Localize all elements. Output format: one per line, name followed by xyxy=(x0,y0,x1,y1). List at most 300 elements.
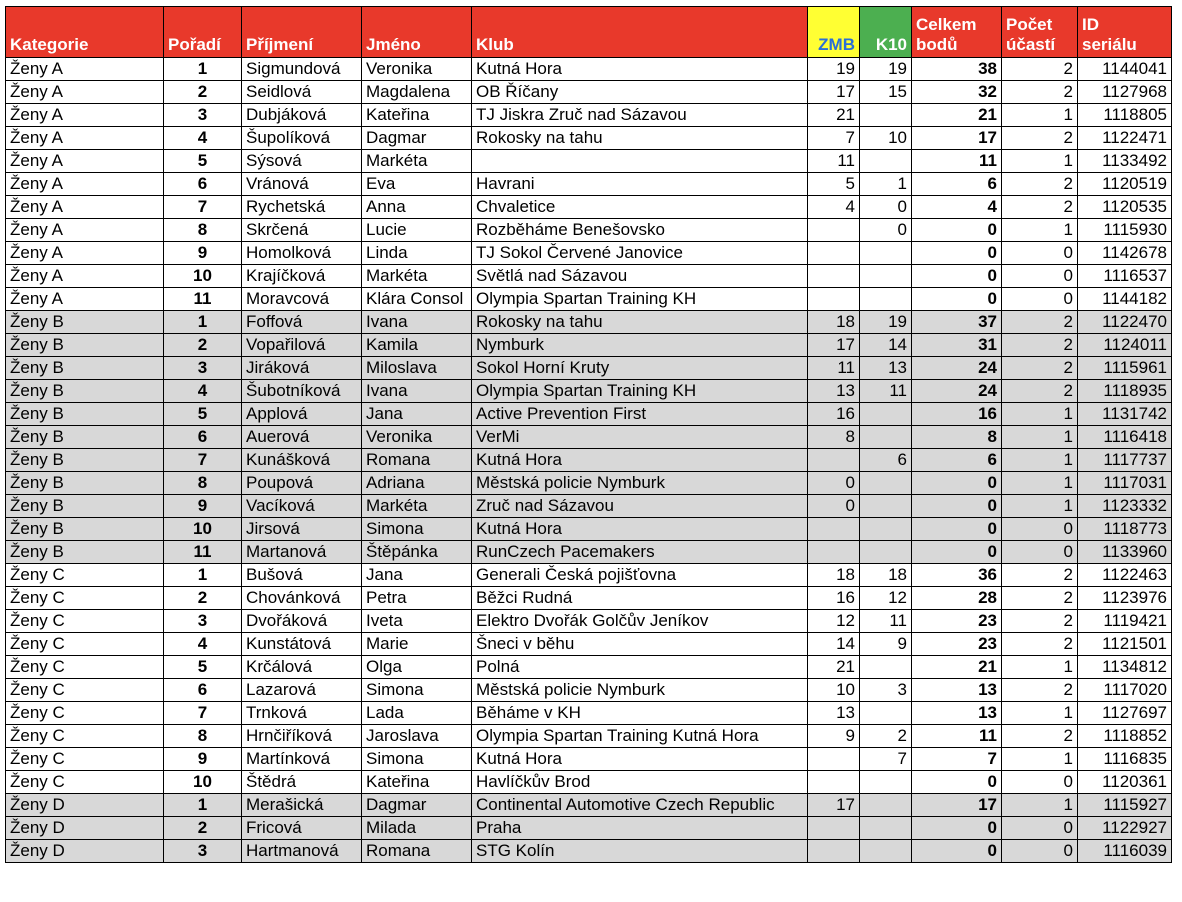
cell-poradi[interactable]: 6 xyxy=(164,679,242,702)
cell-poradi[interactable]: 7 xyxy=(164,196,242,219)
cell-jmeno[interactable]: Simona xyxy=(362,679,472,702)
cell-kategorie[interactable]: Ženy C xyxy=(6,633,164,656)
cell-poradi[interactable]: 2 xyxy=(164,817,242,840)
cell-zmb[interactable] xyxy=(808,748,860,771)
cell-id-serialu[interactable]: 1116537 xyxy=(1078,265,1172,288)
cell-zmb[interactable] xyxy=(808,817,860,840)
cell-k10[interactable]: 13 xyxy=(860,357,912,380)
cell-poradi[interactable]: 9 xyxy=(164,242,242,265)
cell-kategorie[interactable]: Ženy C xyxy=(6,702,164,725)
cell-poradi[interactable]: 10 xyxy=(164,265,242,288)
header-prijmeni[interactable]: Příjmení xyxy=(242,7,362,58)
cell-kategorie[interactable]: Ženy A xyxy=(6,196,164,219)
cell-pocet-ucasti[interactable]: 0 xyxy=(1002,771,1078,794)
cell-id-serialu[interactable]: 1116418 xyxy=(1078,426,1172,449)
cell-id-serialu[interactable]: 1118773 xyxy=(1078,518,1172,541)
cell-k10[interactable]: 6 xyxy=(860,449,912,472)
cell-klub[interactable] xyxy=(472,150,808,173)
cell-pocet-ucasti[interactable]: 2 xyxy=(1002,173,1078,196)
cell-celkem-bodu[interactable]: 0 xyxy=(912,840,1002,863)
cell-pocet-ucasti[interactable]: 0 xyxy=(1002,265,1078,288)
cell-pocet-ucasti[interactable]: 2 xyxy=(1002,81,1078,104)
cell-klub[interactable]: Olympia Spartan Training Kutná Hora xyxy=(472,725,808,748)
cell-celkem-bodu[interactable]: 0 xyxy=(912,219,1002,242)
cell-poradi[interactable]: 1 xyxy=(164,311,242,334)
cell-jmeno[interactable]: Magdalena xyxy=(362,81,472,104)
cell-kategorie[interactable]: Ženy B xyxy=(6,541,164,564)
cell-pocet-ucasti[interactable]: 1 xyxy=(1002,403,1078,426)
cell-pocet-ucasti[interactable]: 1 xyxy=(1002,449,1078,472)
cell-jmeno[interactable]: Dagmar xyxy=(362,127,472,150)
cell-celkem-bodu[interactable]: 0 xyxy=(912,288,1002,311)
cell-zmb[interactable]: 16 xyxy=(808,403,860,426)
cell-prijmeni[interactable]: Trnková xyxy=(242,702,362,725)
cell-kategorie[interactable]: Ženy B xyxy=(6,311,164,334)
cell-k10[interactable]: 11 xyxy=(860,610,912,633)
cell-jmeno[interactable]: Petra xyxy=(362,587,472,610)
cell-id-serialu[interactable]: 1127968 xyxy=(1078,81,1172,104)
cell-prijmeni[interactable]: Seidlová xyxy=(242,81,362,104)
cell-zmb[interactable] xyxy=(808,242,860,265)
cell-jmeno[interactable]: Kamila xyxy=(362,334,472,357)
cell-klub[interactable]: Elektro Dvořák Golčův Jeníkov xyxy=(472,610,808,633)
cell-poradi[interactable]: 11 xyxy=(164,288,242,311)
cell-poradi[interactable]: 9 xyxy=(164,748,242,771)
cell-zmb[interactable]: 21 xyxy=(808,104,860,127)
cell-prijmeni[interactable]: Vopařilová xyxy=(242,334,362,357)
cell-k10[interactable] xyxy=(860,403,912,426)
cell-zmb[interactable]: 18 xyxy=(808,311,860,334)
cell-prijmeni[interactable]: Kunstátová xyxy=(242,633,362,656)
cell-celkem-bodu[interactable]: 23 xyxy=(912,610,1002,633)
cell-kategorie[interactable]: Ženy C xyxy=(6,564,164,587)
header-jmeno[interactable]: Jméno xyxy=(362,7,472,58)
cell-k10[interactable] xyxy=(860,104,912,127)
cell-prijmeni[interactable]: Skrčená xyxy=(242,219,362,242)
cell-k10[interactable]: 18 xyxy=(860,564,912,587)
cell-zmb[interactable]: 0 xyxy=(808,495,860,518)
cell-zmb[interactable]: 19 xyxy=(808,58,860,81)
cell-id-serialu[interactable]: 1133492 xyxy=(1078,150,1172,173)
cell-jmeno[interactable]: Jana xyxy=(362,403,472,426)
cell-k10[interactable] xyxy=(860,817,912,840)
cell-k10[interactable] xyxy=(860,518,912,541)
cell-klub[interactable]: Světlá nad Sázavou xyxy=(472,265,808,288)
cell-id-serialu[interactable]: 1122927 xyxy=(1078,817,1172,840)
cell-kategorie[interactable]: Ženy C xyxy=(6,587,164,610)
cell-k10[interactable]: 0 xyxy=(860,196,912,219)
cell-k10[interactable] xyxy=(860,265,912,288)
cell-prijmeni[interactable]: Krčálová xyxy=(242,656,362,679)
cell-zmb[interactable]: 5 xyxy=(808,173,860,196)
cell-celkem-bodu[interactable]: 24 xyxy=(912,357,1002,380)
cell-pocet-ucasti[interactable]: 2 xyxy=(1002,334,1078,357)
cell-pocet-ucasti[interactable]: 0 xyxy=(1002,518,1078,541)
cell-poradi[interactable]: 5 xyxy=(164,403,242,426)
cell-kategorie[interactable]: Ženy C xyxy=(6,679,164,702)
cell-kategorie[interactable]: Ženy A xyxy=(6,104,164,127)
cell-zmb[interactable]: 9 xyxy=(808,725,860,748)
cell-zmb[interactable] xyxy=(808,771,860,794)
cell-k10[interactable] xyxy=(860,541,912,564)
header-id-serialu[interactable] xyxy=(1078,7,1172,58)
cell-celkem-bodu[interactable]: 7 xyxy=(912,748,1002,771)
cell-zmb[interactable]: 17 xyxy=(808,81,860,104)
cell-prijmeni[interactable]: Poupová xyxy=(242,472,362,495)
cell-pocet-ucasti[interactable]: 2 xyxy=(1002,564,1078,587)
cell-id-serialu[interactable]: 1122471 xyxy=(1078,127,1172,150)
cell-prijmeni[interactable]: Chovánková xyxy=(242,587,362,610)
cell-jmeno[interactable]: Simona xyxy=(362,748,472,771)
header-kategorie[interactable]: Kategorie xyxy=(6,7,164,58)
cell-pocet-ucasti[interactable]: 2 xyxy=(1002,610,1078,633)
cell-jmeno[interactable]: Veronika xyxy=(362,58,472,81)
cell-prijmeni[interactable]: Martínková xyxy=(242,748,362,771)
cell-pocet-ucasti[interactable]: 1 xyxy=(1002,794,1078,817)
cell-kategorie[interactable]: Ženy B xyxy=(6,449,164,472)
cell-k10[interactable] xyxy=(860,702,912,725)
cell-prijmeni[interactable]: Fricová xyxy=(242,817,362,840)
cell-klub[interactable]: Rozběháme Benešovsko xyxy=(472,219,808,242)
header-zmb[interactable]: ZMB xyxy=(808,7,860,58)
cell-prijmeni[interactable]: Kunášková xyxy=(242,449,362,472)
header-k10[interactable]: K10 xyxy=(860,7,912,58)
cell-id-serialu[interactable]: 1120361 xyxy=(1078,771,1172,794)
cell-pocet-ucasti[interactable]: 1 xyxy=(1002,104,1078,127)
cell-poradi[interactable]: 1 xyxy=(164,58,242,81)
cell-prijmeni[interactable]: Lazarová xyxy=(242,679,362,702)
cell-zmb[interactable]: 8 xyxy=(808,426,860,449)
cell-zmb[interactable]: 11 xyxy=(808,150,860,173)
cell-poradi[interactable]: 6 xyxy=(164,173,242,196)
cell-k10[interactable]: 10 xyxy=(860,127,912,150)
cell-k10[interactable]: 14 xyxy=(860,334,912,357)
cell-jmeno[interactable]: Lucie xyxy=(362,219,472,242)
cell-id-serialu[interactable]: 1117737 xyxy=(1078,449,1172,472)
cell-poradi[interactable]: 4 xyxy=(164,380,242,403)
cell-celkem-bodu[interactable]: 17 xyxy=(912,127,1002,150)
cell-zmb[interactable]: 10 xyxy=(808,679,860,702)
cell-id-serialu[interactable]: 1116835 xyxy=(1078,748,1172,771)
cell-pocet-ucasti[interactable]: 0 xyxy=(1002,840,1078,863)
cell-klub[interactable]: Continental Automotive Czech Republic xyxy=(472,794,808,817)
cell-k10[interactable]: 15 xyxy=(860,81,912,104)
cell-pocet-ucasti[interactable]: 1 xyxy=(1002,748,1078,771)
cell-klub[interactable]: Praha xyxy=(472,817,808,840)
cell-celkem-bodu[interactable]: 11 xyxy=(912,150,1002,173)
cell-prijmeni[interactable]: Dvořáková xyxy=(242,610,362,633)
cell-zmb[interactable] xyxy=(808,219,860,242)
cell-poradi[interactable]: 3 xyxy=(164,104,242,127)
cell-zmb[interactable]: 7 xyxy=(808,127,860,150)
cell-poradi[interactable]: 8 xyxy=(164,219,242,242)
cell-k10[interactable]: 19 xyxy=(860,311,912,334)
cell-celkem-bodu[interactable]: 13 xyxy=(912,702,1002,725)
cell-pocet-ucasti[interactable]: 1 xyxy=(1002,150,1078,173)
cell-pocet-ucasti[interactable]: 2 xyxy=(1002,679,1078,702)
cell-jmeno[interactable]: Lada xyxy=(362,702,472,725)
cell-poradi[interactable]: 7 xyxy=(164,449,242,472)
cell-zmb[interactable] xyxy=(808,265,860,288)
cell-kategorie[interactable]: Ženy D xyxy=(6,840,164,863)
cell-poradi[interactable]: 9 xyxy=(164,495,242,518)
cell-k10[interactable] xyxy=(860,426,912,449)
cell-k10[interactable] xyxy=(860,150,912,173)
cell-jmeno[interactable]: Romana xyxy=(362,449,472,472)
cell-pocet-ucasti[interactable]: 2 xyxy=(1002,357,1078,380)
cell-prijmeni[interactable]: Dubjáková xyxy=(242,104,362,127)
cell-pocet-ucasti[interactable]: 2 xyxy=(1002,58,1078,81)
cell-id-serialu[interactable]: 1120535 xyxy=(1078,196,1172,219)
cell-id-serialu[interactable]: 1115927 xyxy=(1078,794,1172,817)
cell-id-serialu[interactable]: 1142678 xyxy=(1078,242,1172,265)
cell-klub[interactable]: VerMi xyxy=(472,426,808,449)
cell-jmeno[interactable]: Iveta xyxy=(362,610,472,633)
cell-celkem-bodu[interactable]: 8 xyxy=(912,426,1002,449)
cell-celkem-bodu[interactable]: 37 xyxy=(912,311,1002,334)
cell-kategorie[interactable]: Ženy C xyxy=(6,748,164,771)
cell-kategorie[interactable]: Ženy A xyxy=(6,219,164,242)
cell-jmeno[interactable]: Markéta xyxy=(362,495,472,518)
cell-pocet-ucasti[interactable]: 1 xyxy=(1002,219,1078,242)
cell-jmeno[interactable]: Milada xyxy=(362,817,472,840)
cell-k10[interactable] xyxy=(860,794,912,817)
cell-poradi[interactable]: 8 xyxy=(164,472,242,495)
cell-poradi[interactable]: 3 xyxy=(164,840,242,863)
cell-jmeno[interactable]: Dagmar xyxy=(362,794,472,817)
cell-klub[interactable]: Kutná Hora xyxy=(472,518,808,541)
cell-prijmeni[interactable]: Jiráková xyxy=(242,357,362,380)
cell-jmeno[interactable]: Ivana xyxy=(362,380,472,403)
cell-klub[interactable]: OB Říčany xyxy=(472,81,808,104)
cell-celkem-bodu[interactable]: 0 xyxy=(912,495,1002,518)
cell-pocet-ucasti[interactable]: 1 xyxy=(1002,426,1078,449)
cell-poradi[interactable]: 2 xyxy=(164,587,242,610)
cell-poradi[interactable]: 10 xyxy=(164,771,242,794)
cell-jmeno[interactable]: Anna xyxy=(362,196,472,219)
cell-prijmeni[interactable]: Šupolíková xyxy=(242,127,362,150)
cell-k10[interactable]: 12 xyxy=(860,587,912,610)
cell-poradi[interactable]: 11 xyxy=(164,541,242,564)
cell-k10[interactable]: 9 xyxy=(860,633,912,656)
cell-pocet-ucasti[interactable]: 1 xyxy=(1002,702,1078,725)
cell-celkem-bodu[interactable]: 23 xyxy=(912,633,1002,656)
cell-pocet-ucasti[interactable]: 2 xyxy=(1002,725,1078,748)
cell-id-serialu[interactable]: 1121501 xyxy=(1078,633,1172,656)
cell-id-serialu[interactable]: 1123332 xyxy=(1078,495,1172,518)
cell-celkem-bodu[interactable]: 17 xyxy=(912,794,1002,817)
cell-klub[interactable]: Rokosky na tahu xyxy=(472,127,808,150)
cell-prijmeni[interactable]: Merašická xyxy=(242,794,362,817)
cell-id-serialu[interactable]: 1120519 xyxy=(1078,173,1172,196)
cell-zmb[interactable]: 14 xyxy=(808,633,860,656)
cell-klub[interactable]: Nymburk xyxy=(472,334,808,357)
cell-k10[interactable]: 1 xyxy=(860,173,912,196)
cell-kategorie[interactable]: Ženy B xyxy=(6,403,164,426)
cell-pocet-ucasti[interactable]: 0 xyxy=(1002,817,1078,840)
cell-jmeno[interactable]: Kateřina xyxy=(362,771,472,794)
cell-kategorie[interactable]: Ženy A xyxy=(6,81,164,104)
cell-prijmeni[interactable]: Šubotníková xyxy=(242,380,362,403)
cell-klub[interactable]: Městská policie Nymburk xyxy=(472,472,808,495)
cell-prijmeni[interactable]: Vacíková xyxy=(242,495,362,518)
cell-jmeno[interactable]: Markéta xyxy=(362,150,472,173)
cell-k10[interactable]: 2 xyxy=(860,725,912,748)
cell-celkem-bodu[interactable]: 0 xyxy=(912,472,1002,495)
cell-kategorie[interactable]: Ženy A xyxy=(6,288,164,311)
cell-k10[interactable] xyxy=(860,656,912,679)
cell-prijmeni[interactable]: Martanová xyxy=(242,541,362,564)
cell-poradi[interactable]: 10 xyxy=(164,518,242,541)
cell-prijmeni[interactable]: Homolková xyxy=(242,242,362,265)
cell-jmeno[interactable]: Olga xyxy=(362,656,472,679)
cell-klub[interactable]: Běžci Rudná xyxy=(472,587,808,610)
cell-zmb[interactable]: 17 xyxy=(808,794,860,817)
cell-kategorie[interactable]: Ženy A xyxy=(6,58,164,81)
cell-celkem-bodu[interactable]: 21 xyxy=(912,104,1002,127)
cell-jmeno[interactable]: Jana xyxy=(362,564,472,587)
cell-pocet-ucasti[interactable]: 2 xyxy=(1002,196,1078,219)
cell-id-serialu[interactable]: 1118805 xyxy=(1078,104,1172,127)
cell-kategorie[interactable]: Ženy A xyxy=(6,173,164,196)
cell-celkem-bodu[interactable]: 28 xyxy=(912,587,1002,610)
cell-poradi[interactable]: 2 xyxy=(164,334,242,357)
cell-poradi[interactable]: 3 xyxy=(164,610,242,633)
cell-zmb[interactable]: 17 xyxy=(808,334,860,357)
cell-klub[interactable]: Zruč nad Sázavou xyxy=(472,495,808,518)
cell-klub[interactable]: RunCzech Pacemakers xyxy=(472,541,808,564)
cell-pocet-ucasti[interactable]: 2 xyxy=(1002,633,1078,656)
cell-zmb[interactable]: 12 xyxy=(808,610,860,633)
cell-kategorie[interactable]: Ženy C xyxy=(6,656,164,679)
cell-poradi[interactable]: 8 xyxy=(164,725,242,748)
cell-prijmeni[interactable]: Hartmanová xyxy=(242,840,362,863)
cell-klub[interactable]: Městská policie Nymburk xyxy=(472,679,808,702)
cell-pocet-ucasti[interactable]: 2 xyxy=(1002,587,1078,610)
cell-id-serialu[interactable]: 1115961 xyxy=(1078,357,1172,380)
cell-k10[interactable] xyxy=(860,840,912,863)
cell-celkem-bodu[interactable]: 0 xyxy=(912,242,1002,265)
cell-celkem-bodu[interactable]: 0 xyxy=(912,541,1002,564)
cell-klub[interactable]: TJ Jiskra Zruč nad Sázavou xyxy=(472,104,808,127)
cell-zmb[interactable]: 11 xyxy=(808,357,860,380)
cell-pocet-ucasti[interactable]: 2 xyxy=(1002,311,1078,334)
cell-jmeno[interactable]: Miloslava xyxy=(362,357,472,380)
cell-klub[interactable]: Active Prevention First xyxy=(472,403,808,426)
cell-zmb[interactable]: 13 xyxy=(808,702,860,725)
cell-id-serialu[interactable]: 1116039 xyxy=(1078,840,1172,863)
cell-celkem-bodu[interactable]: 36 xyxy=(912,564,1002,587)
cell-klub[interactable]: Běháme v KH xyxy=(472,702,808,725)
cell-id-serialu[interactable]: 1122463 xyxy=(1078,564,1172,587)
cell-zmb[interactable]: 16 xyxy=(808,587,860,610)
cell-k10[interactable] xyxy=(860,242,912,265)
header-pocet-ucasti[interactable] xyxy=(1002,7,1078,58)
cell-poradi[interactable]: 4 xyxy=(164,633,242,656)
cell-id-serialu[interactable]: 1134812 xyxy=(1078,656,1172,679)
header-poradi[interactable]: Pořadí xyxy=(164,7,242,58)
cell-prijmeni[interactable]: Auerová xyxy=(242,426,362,449)
cell-poradi[interactable]: 1 xyxy=(164,794,242,817)
cell-klub[interactable]: Olympia Spartan Training KH xyxy=(472,380,808,403)
cell-pocet-ucasti[interactable]: 0 xyxy=(1002,541,1078,564)
cell-k10[interactable]: 3 xyxy=(860,679,912,702)
cell-k10[interactable]: 0 xyxy=(860,219,912,242)
cell-klub[interactable]: Havrani xyxy=(472,173,808,196)
cell-klub[interactable]: Sokol Horní Kruty xyxy=(472,357,808,380)
cell-klub[interactable]: Rokosky na tahu xyxy=(472,311,808,334)
cell-celkem-bodu[interactable]: 11 xyxy=(912,725,1002,748)
cell-prijmeni[interactable]: Hrnčiříková xyxy=(242,725,362,748)
cell-kategorie[interactable]: Ženy A xyxy=(6,242,164,265)
cell-jmeno[interactable]: Ivana xyxy=(362,311,472,334)
cell-poradi[interactable]: 7 xyxy=(164,702,242,725)
cell-jmeno[interactable]: Eva xyxy=(362,173,472,196)
cell-jmeno[interactable]: Adriana xyxy=(362,472,472,495)
cell-jmeno[interactable]: Štěpánka xyxy=(362,541,472,564)
cell-celkem-bodu[interactable]: 4 xyxy=(912,196,1002,219)
cell-prijmeni[interactable]: Vránová xyxy=(242,173,362,196)
cell-celkem-bodu[interactable]: 32 xyxy=(912,81,1002,104)
cell-k10[interactable] xyxy=(860,472,912,495)
cell-k10[interactable] xyxy=(860,495,912,518)
cell-celkem-bodu[interactable]: 0 xyxy=(912,771,1002,794)
cell-celkem-bodu[interactable]: 6 xyxy=(912,449,1002,472)
cell-prijmeni[interactable]: Krajíčková xyxy=(242,265,362,288)
cell-klub[interactable]: Havlíčkův Brod xyxy=(472,771,808,794)
cell-klub[interactable]: Kutná Hora xyxy=(472,449,808,472)
cell-zmb[interactable]: 13 xyxy=(808,380,860,403)
cell-prijmeni[interactable]: Moravcová xyxy=(242,288,362,311)
cell-celkem-bodu[interactable]: 13 xyxy=(912,679,1002,702)
cell-id-serialu[interactable]: 1127697 xyxy=(1078,702,1172,725)
cell-zmb[interactable] xyxy=(808,288,860,311)
cell-jmeno[interactable]: Klára Consol xyxy=(362,288,472,311)
cell-pocet-ucasti[interactable]: 2 xyxy=(1002,380,1078,403)
cell-pocet-ucasti[interactable]: 0 xyxy=(1002,242,1078,265)
cell-kategorie[interactable]: Ženy A xyxy=(6,265,164,288)
cell-kategorie[interactable]: Ženy A xyxy=(6,150,164,173)
cell-celkem-bodu[interactable]: 0 xyxy=(912,817,1002,840)
cell-prijmeni[interactable]: Applová xyxy=(242,403,362,426)
cell-kategorie[interactable]: Ženy C xyxy=(6,610,164,633)
cell-kategorie[interactable]: Ženy C xyxy=(6,725,164,748)
cell-k10[interactable] xyxy=(860,288,912,311)
cell-id-serialu[interactable]: 1123976 xyxy=(1078,587,1172,610)
cell-prijmeni[interactable]: Sigmundová xyxy=(242,58,362,81)
cell-celkem-bodu[interactable]: 16 xyxy=(912,403,1002,426)
cell-kategorie[interactable]: Ženy B xyxy=(6,518,164,541)
cell-klub[interactable]: Kutná Hora xyxy=(472,748,808,771)
cell-prijmeni[interactable]: Sýsová xyxy=(242,150,362,173)
cell-zmb[interactable] xyxy=(808,840,860,863)
cell-klub[interactable]: TJ Sokol Červené Janovice xyxy=(472,242,808,265)
cell-kategorie[interactable]: Ženy B xyxy=(6,380,164,403)
cell-celkem-bodu[interactable]: 38 xyxy=(912,58,1002,81)
cell-id-serialu[interactable]: 1117031 xyxy=(1078,472,1172,495)
cell-celkem-bodu[interactable]: 0 xyxy=(912,518,1002,541)
cell-id-serialu[interactable]: 1133960 xyxy=(1078,541,1172,564)
cell-pocet-ucasti[interactable]: 1 xyxy=(1002,656,1078,679)
cell-poradi[interactable]: 5 xyxy=(164,150,242,173)
cell-zmb[interactable] xyxy=(808,449,860,472)
cell-jmeno[interactable]: Kateřina xyxy=(362,104,472,127)
cell-kategorie[interactable]: Ženy B xyxy=(6,472,164,495)
cell-k10[interactable]: 11 xyxy=(860,380,912,403)
cell-prijmeni[interactable]: Foffová xyxy=(242,311,362,334)
cell-poradi[interactable]: 1 xyxy=(164,564,242,587)
cell-poradi[interactable]: 6 xyxy=(164,426,242,449)
